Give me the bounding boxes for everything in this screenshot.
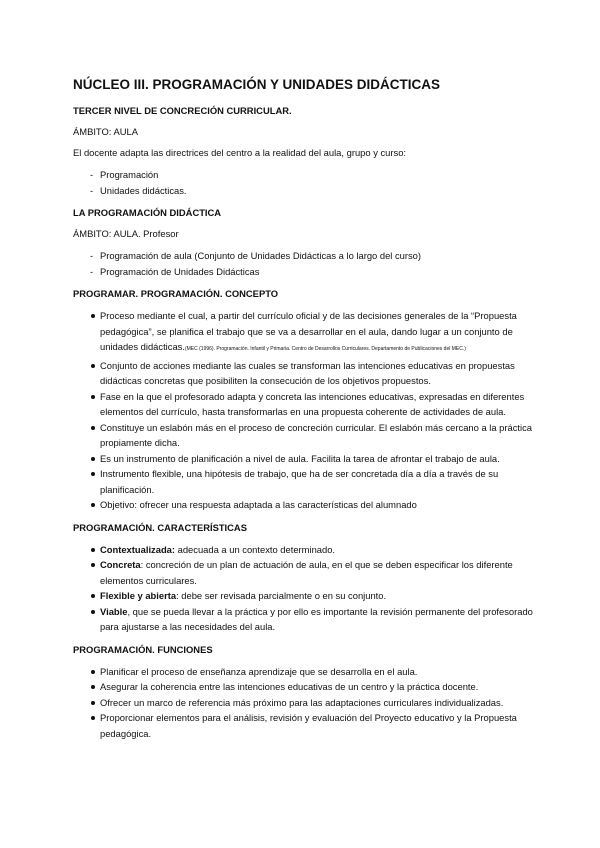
dash-list [73, 248, 533, 279]
list-item: Planificar el proceso de enseñanza aprendizaje que se desarrolla en el aula. [73, 664, 533, 680]
section-heading: PROGRAMAR. PROGRAMACIÓN. CONCEPTO [73, 288, 279, 299]
list-item: - Programación [73, 167, 533, 183]
item-text: : debe ser revisada parcialmente o en su conjunto. [176, 590, 387, 601]
item-text: : concreción de un plan de actuación de aula, en el que se deben especificar los diferente elementos curriculares. [100, 559, 513, 586]
list-item: - Programación de Unidades Didácticas [73, 264, 533, 280]
bullet-list [73, 664, 533, 742]
list-item: Objetivo: ofrecer una respuesta adaptada a las características del alumnado [73, 497, 533, 513]
list-item: - Unidades didácticas. [73, 183, 533, 199]
term: Concreta [100, 559, 141, 570]
citation: (MEC (1996). Programación. Infantil y Primaria. Centro de Desarrollos Curriculares. Departamento de Publicaciones del MEC.) [184, 346, 466, 352]
list-item: Asegurar la coherencia entre las intenciones educativas de un centro y la práctica docente. [73, 679, 533, 695]
item-text: adecuada a un contexto determinado. [175, 543, 336, 555]
term: Flexible y abierta [100, 590, 177, 601]
list-item: - Programación de aula (Conjunto de Unidades Didácticas a lo largo del curso) [73, 248, 533, 264]
list-item [73, 557, 533, 588]
ambito: ÁMBITO: AULA. Profesor [73, 228, 179, 239]
list-item: Proporcionar elementos para el análisis, revisión y evaluación del Proyecto educativo y la Propuesta pedagógica. [73, 710, 533, 741]
dash-list [73, 167, 533, 198]
list-item: Conjunto de acciones mediante las cuales se transforman las intenciones educativas en propuestas didácticas concretas que posibiliten la consecución de los objetivos propuestos. [73, 358, 533, 389]
ambito: ÁMBITO: AULA [73, 126, 138, 137]
list-item: Fase en la que el profesorado adapta y concreta las intenciones educativas, expresadas en diferentes elementos del currículo, hasta transformarlas en una propuesta coherente de actividades de aula. [73, 389, 533, 420]
document-page [73, 76, 533, 749]
page-title: NÚCLEO III. PROGRAMACIÓN Y UNIDADES DIDÁCTICAS [73, 77, 441, 92]
list-item [73, 542, 533, 558]
list-item: Es un instrumento de planificación a nivel de aula. Facilita la tarea de afrontar el trabajo de aula. [73, 451, 533, 467]
list-item: Constituye un eslabón más en el proceso de concreción curricular. El eslabón más cercano a la práctica propiamente dicha. [73, 420, 533, 451]
list-item: Instrumento flexible, una hipótesis de trabajo, que ha de ser concretada día a día a través de su planificación. [73, 466, 533, 497]
list-item [73, 604, 533, 635]
term: Viable [100, 605, 128, 617]
list-item: Ofrecer un marco de referencia más próximo para las adaptaciones curriculares individualizadas. [73, 695, 533, 711]
bullet-list [73, 308, 533, 513]
section-heading: PROGRAMACIÓN. CARACTERÍSTICAS [73, 521, 247, 533]
paragraph: El docente adapta las directrices del centro a la realidad del aula, grupo y curso: [73, 147, 407, 158]
term: Contextualizada: [100, 543, 176, 555]
section-heading: PROGRAMACIÓN. FUNCIONES [73, 643, 213, 655]
bullet-list [73, 542, 533, 635]
section-heading: LA PROGRAMACIÓN DIDÁCTICA [73, 207, 222, 218]
section-heading: TERCER NIVEL DE CONCRECIÓN CURRICULAR. [73, 105, 292, 116]
item-text: , que se pueda llevar a la práctica y por ello es importante la revisión permanente del profesorado para ajustarse a las necesidades del aula. [100, 605, 533, 632]
list-item [73, 308, 533, 358]
item-text: Proceso mediante el cual, a partir del currículo oficial y de las decisiones generales de la “Propuesta pedagógica”, se planifica el trabajo que se va a desarrollar en el aula, dando lugar a un conjunto de unidades didácticas. [100, 310, 517, 352]
list-item [73, 588, 533, 604]
